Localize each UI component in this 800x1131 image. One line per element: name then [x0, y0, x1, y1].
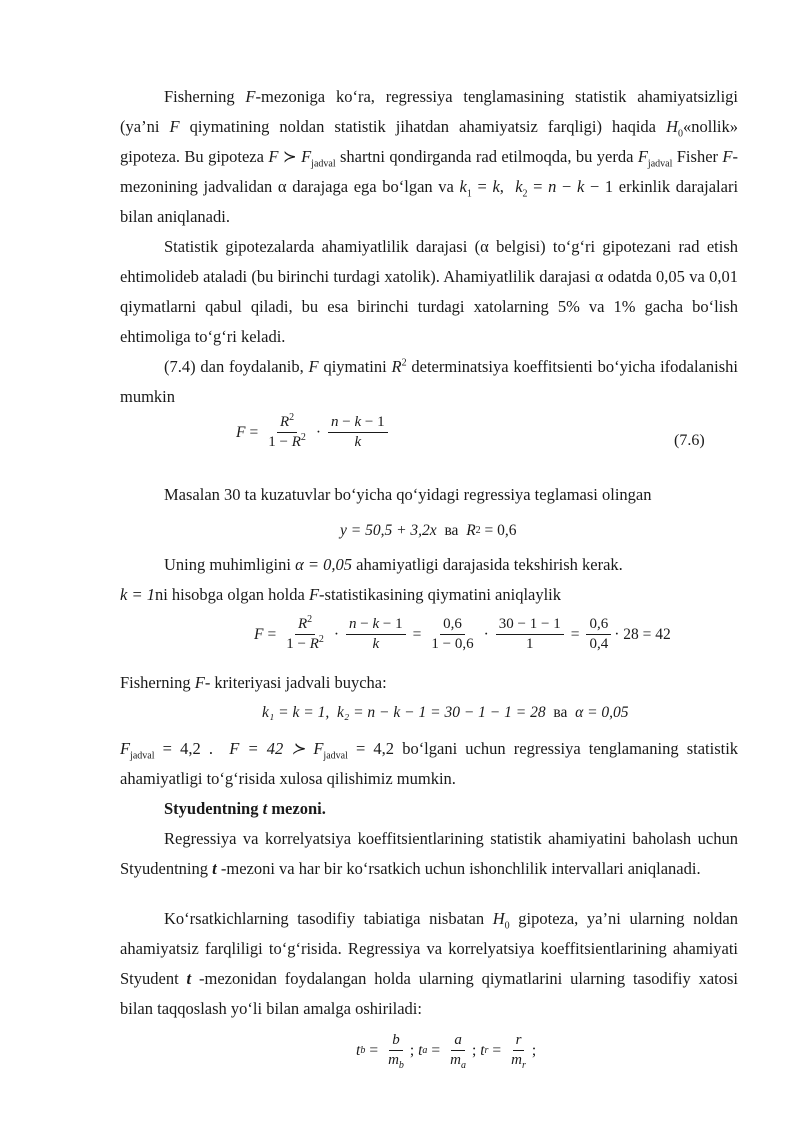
t-statistic-formulas: t b = $\frac{b}{m_b}$ ; t a = $\frac{a}{m_a}$ ; t r = $\frac{r}{m_r}$ ; — [356, 1032, 537, 1071]
paragraph-example: Masalan 30 ta kuzatuvlar bo‘yicha qo‘yidagi regressiya teglamasi olingan — [164, 485, 652, 504]
paragraph-fisher-intro: Fisherning F-mezoniga ko‘ra, regressiya tenglamasining statistik ahamiyatsizligi (ya’ni F qiymatining noldan statistik jihatdan ahamiyatsiz farqligi) haqida $H_0«nollik$» gipoteza. Bu gipoteza F ≻ $F_{jadval}$ shartni qondirganda rad etilmoqda, bu yerda $F_{jadval}$ Fisher F-mezonining jadvalidan α darajaga ega bo‘lgan va $k_1 = k$, $k_2 = n - k - 1$ erkinlik darajalari bilan aniqlanadi. — [120, 87, 739, 226]
regression-equation: y = 50,5 + 3,2x ва R 2 = 0,6 — [340, 522, 517, 539]
paragraph-k-equals-1: k = 1ni hisobga olgan holda F-statistikasining qiymatini aniqlaylik — [120, 585, 562, 604]
paragraph-hypothesis-h0: Ko‘rsatkichlarning tasodifiy tabiatiga nisbatan $H_0$ gipoteza, ya’ni ularning noldan ahamiyatsiz farqliligi to‘g‘risida. Regressiya va korrelyatsiya koeffitsientlarining ahamiyati Styudent t -mezonidan foydalangan holda ularning qiymatlarini ularning tasodifiy xatosi bilan taqqoslash yo‘li bilan amalga oshiriladi: — [120, 909, 738, 1018]
section-heading-student-t: Styudentning t mezoni. — [164, 799, 326, 818]
equation-number: (7.6) — [674, 432, 705, 449]
f-calculation: F = $\frac{R^2}{1 - R^2}$ · $\frac{n - k - 1}{k}$ = $\frac{0,6}{1 - 0,6}$ · $\frac{30 - 1 - 1}{1}$ = $\frac{0,6}{0,4}$ · 28 = 42 — [254, 614, 671, 652]
equation-7-6: F = $\frac{R^2}{1 - R^2}$ · $\frac{n - k - 1}{k}$ — [236, 414, 391, 451]
paragraph-student-t-intro: Regressiya va korrelyatsiya koeffitsientlarining statistik ahamiyatini baholash uchun Styudentning t -mezoni va har bir ko‘rsatkich uchun ishonchlilik intervallari aniqlanadi. — [120, 829, 738, 878]
degrees-of-freedom: k₁ = k = 1, k₂ = n − k − 1 = 30 − 1 − 1 = 28 ва α = 0,05 — [262, 704, 629, 721]
paragraph-determination: (7.4) dan foydalanib, F qiymatini $R^2$ determinatsiya koeffitsienti bo‘yicha ifodalanishi mumkin — [120, 357, 739, 406]
paragraph-significance-level: Statistik gipotezalarda ahamiyatlilik darajasi (α belgisi) to‘g‘ri gipotezani rad etish ehtimolideb ataladi (bu birinchi turdagi xatolik). Ahamiyatlilik darajasi α odatda 0,05 va 0,01 qiymatlarni qabul qiladi, bu esa birinchi turdagi xatolarning 5% va 1% gacha bo‘lish ehtimoliga to‘g‘ri keladi. — [120, 237, 738, 346]
paragraph-check-significance: Uning muhimligini α = 0,05 ahamiyatligi darajasida tekshirish kerak. — [164, 555, 623, 574]
paragraph-fisher-table: Fisherning F- kriteriyasi jadvali buycha: — [120, 673, 387, 692]
paragraph-conclusion: $F_{jadval} = 4,2$ . F = 42 ≻ $F_{jadval} = 4,2$ bo‘lgani uchun regressiya tenglamaning statistik ahamiyatligi to‘g‘risida xulosa qilishimiz mumkin. — [120, 739, 739, 788]
